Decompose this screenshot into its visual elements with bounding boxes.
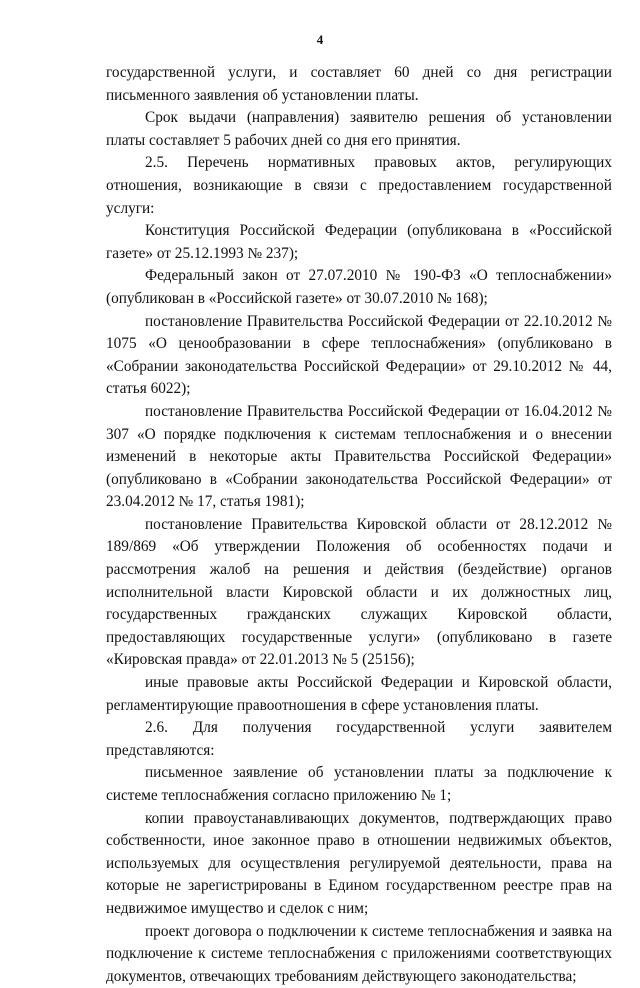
paragraph: 2.5. Перечень нормативных правовых актов, регулирующих отношения, возникающие в связи с предоставлением государственной услуги: <box>106 154 612 217</box>
paragraph: постановление Правительства Российской Федерации от 16.04.2012 № 307 «О порядке подключения к системам теплоснабжения и о внесении изменений в некоторые акты Правительства Российской Федерации» (опубликовано в «Собрании законодательства Российской Федерации» от 23.04.2012 № 17, статья 1981); <box>106 402 612 511</box>
paragraph: Срок выдачи (направления) заявителю решения об установлении платы составляет 5 рабочих дней со дня его принятия. <box>106 109 612 149</box>
paragraph: иные правовые акты Российской Федерации и Кировской области, регламентирующие правоотношения в сфере установления платы. <box>106 674 612 714</box>
paragraph: письменное заявление об установлении платы за подключение к системе теплоснабжения согласно приложению № 1; <box>106 764 612 804</box>
document-body <box>106 62 612 988</box>
paragraph: копии правоустанавливающих документов, подтверждающих право собственности, иное законное право в отношении недвижимых объектов, используемых для осуществления регулируемой деятельности, права на которые не зарегистрированы в Едином государственном реестре прав на недвижимое имущество и сделок с ним; <box>106 809 612 917</box>
paragraph: постановление Правительства Кировской области от 28.12.2012 № 189/869 «Об утверждении Положения об особенностях подачи и рассмотрения жалоб на решения и действия (бездействие) органов исполнительной власти Кировской области и их должностных лиц, государственных гражданских служащих Кировской области, предоставляющих государственные услуги» (опубликовано в газете «Кировская правда» от 22.01.2013 № 5 (25156); <box>106 515 612 669</box>
paragraph: постановление Правительства Российской Федерации от 22.10.2012 № 1075 «О ценообразовании в сфере теплоснабжения» (опубликовано в «Собрании законодательства Российской Федерации» от 29.10.2012 № 44, статья 6022); <box>106 312 612 398</box>
paragraph: 2.6. Для получения государственной услуги заявителем представляются: <box>106 719 612 759</box>
paragraph: проект договора о подключении к системе теплоснабжения и заявка на подключение к системе теплоснабжения с приложениями соответствующих документов, отвечающих требованиям действующего законодательства; <box>106 922 612 985</box>
paragraph-continuation: государственной услуги, и составляет 60 дней со дня регистрации письменного заявления об установлении платы. <box>106 64 612 104</box>
paragraph: Федеральный закон от 27.07.2010 № 190-ФЗ «О теплоснабжении» (опубликован в «Российской газете» от 30.07.2010 № 168); <box>106 267 612 307</box>
paragraph: Конституция Российской Федерации (опубликована в «Российской газете» от 25.12.1993 № 237); <box>106 222 612 262</box>
page-number: 4 <box>316 32 324 47</box>
